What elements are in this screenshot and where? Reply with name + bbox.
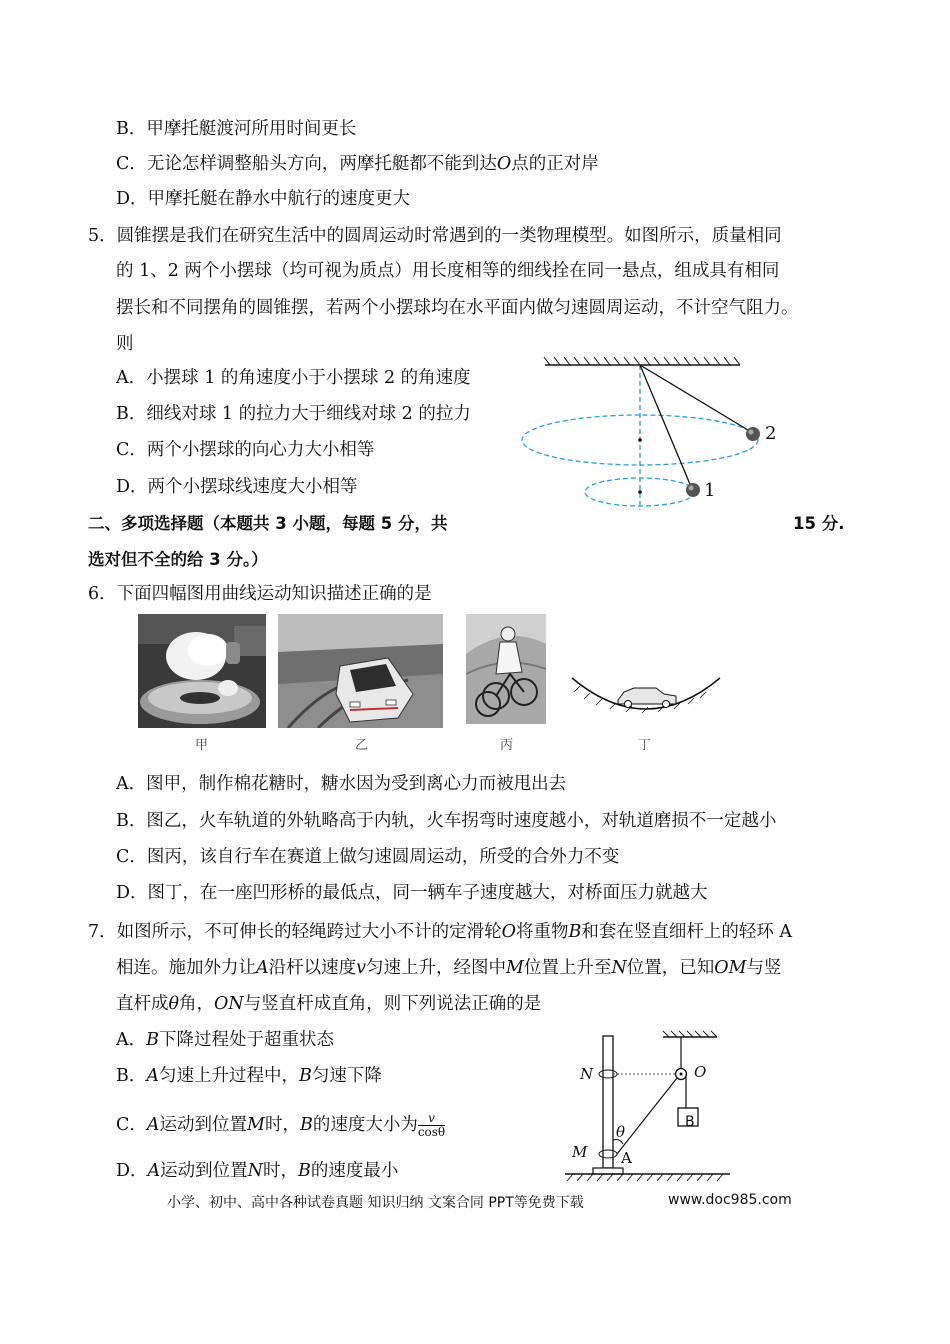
- section2-header-line2: 选对但不全的给 3 分。）: [88, 550, 268, 569]
- q5-stem-line2: 的 1、2 两个小摆球（均可视为质点）用长度相等的细线拴在同一悬点，组成具有相同: [116, 261, 780, 281]
- caption-jia: 甲: [195, 738, 209, 753]
- caption-bing: 丙: [500, 738, 514, 753]
- concave-bridge-figure: [566, 670, 726, 720]
- caption-yi: 乙: [355, 738, 369, 753]
- pulley-label-m: M: [572, 1143, 588, 1161]
- q7-stem-line3: 直杆成θ角，ON与竖直杆成直角，则下列说法正确的是: [116, 994, 542, 1014]
- cotton-candy-photo: [138, 614, 266, 728]
- footer-text: 小学、初中、高中各种试卷真题 知识归纳 文案合同 PPT等免费下载: [167, 1195, 584, 1211]
- q5-stem-line1: 5．圆锥摆是我们在研究生活中的圆周运动时常遇到的一类物理模型。如图所示，质量相同: [88, 226, 782, 246]
- q6-stem: 6．下面四幅图用曲线运动知识描述正确的是: [88, 584, 432, 604]
- q7-option-c-fraction: $\frac{v}{\cos\theta}$: [417, 1111, 446, 1139]
- q5-option-d: D．两个小摆球线速度大小相等: [116, 477, 358, 497]
- q6-option-b: B．图乙，火车轨道的外轨略高于内轨，火车拐弯时速度越小，对轨道磨损不一定越小: [116, 811, 777, 831]
- q7-stem-line2: 相连。施加外力让A沿杆以速度v匀速上升，经图中M位置上升至N位置，已知OM与竖: [116, 958, 782, 978]
- pulley-label-b: B: [685, 1114, 695, 1130]
- q4-option-c-point: O: [496, 154, 512, 174]
- q4-option-c-end: 点的正对岸: [511, 154, 599, 174]
- section2-header: 二、多项选择题（本题共 3 小题，每题 5 分，共: [88, 514, 448, 533]
- q7-option-b: B．A匀速上升过程中，B匀速下降: [116, 1066, 382, 1086]
- q6-option-d: D．图丁，在一座凹形桥的最低点，同一辆车子速度越大，对桥面压力就越大: [116, 883, 708, 903]
- caption-ding: 丁: [638, 738, 652, 753]
- q5-stem-line4: 则: [116, 334, 134, 354]
- section2-header-score: 15 分.: [793, 514, 845, 533]
- footer-link[interactable]: www.doc985.com: [668, 1192, 792, 1208]
- pulley-label-n: N: [580, 1065, 594, 1083]
- pulley-label-a: A: [621, 1149, 632, 1167]
- q4-option-c-text: C．无论怎样调整船头方向，两摩托艇都不能到达: [116, 154, 497, 174]
- pulley-label-o: O: [694, 1063, 707, 1081]
- pulley-figure: [565, 1030, 735, 1185]
- q6-option-c: C．图丙，该自行车在赛道上做匀速圆周运动，所受的合外力不变: [116, 847, 620, 867]
- pendulum-ball-2-label: 2: [765, 423, 777, 444]
- q7-option-a: A．B下降过程处于超重状态: [116, 1030, 335, 1050]
- q4-option-b: B．甲摩托艇渡河所用时间更长: [116, 119, 357, 139]
- q4-option-d: D．甲摩托艇在静水中航行的速度更大: [116, 189, 411, 209]
- pulley-label-theta: θ: [616, 1123, 626, 1141]
- cyclists-photo: [466, 614, 546, 724]
- q4-option-c: [116, 153, 599, 175]
- pendulum-ball-1-label: 1: [704, 480, 716, 501]
- train-photo: [278, 614, 443, 728]
- q5-option-b: B．细线对球 1 的拉力大于细线对球 2 的拉力: [116, 404, 471, 424]
- q5-stem-line3: 摆长和不同摆角的圆锥摆，若两个小摆球均在水平面内做匀速圆周运动，不计空气阻力。: [116, 298, 799, 318]
- q5-option-a: A．小摆球 1 的角速度小于小摆球 2 的角速度: [116, 368, 471, 388]
- q7-stem-line1: 7．如图所示，不可伸长的轻绳跨过大小不计的定滑轮O将重物B和套在竖直细杆上的轻环 A: [88, 922, 793, 942]
- q7-option-d: D．A运动到位置N时，B的速度最小: [116, 1161, 399, 1181]
- q7-option-c: C．A运动到位置M时，B的速度大小为 $\frac{v}{\cos\theta}$: [116, 1111, 446, 1139]
- q6-option-a: A．图甲，制作棉花糖时，糖水因为受到离心力而被甩出去: [116, 774, 567, 794]
- q5-option-c: C．两个小摆球的向心力大小相等: [116, 440, 375, 460]
